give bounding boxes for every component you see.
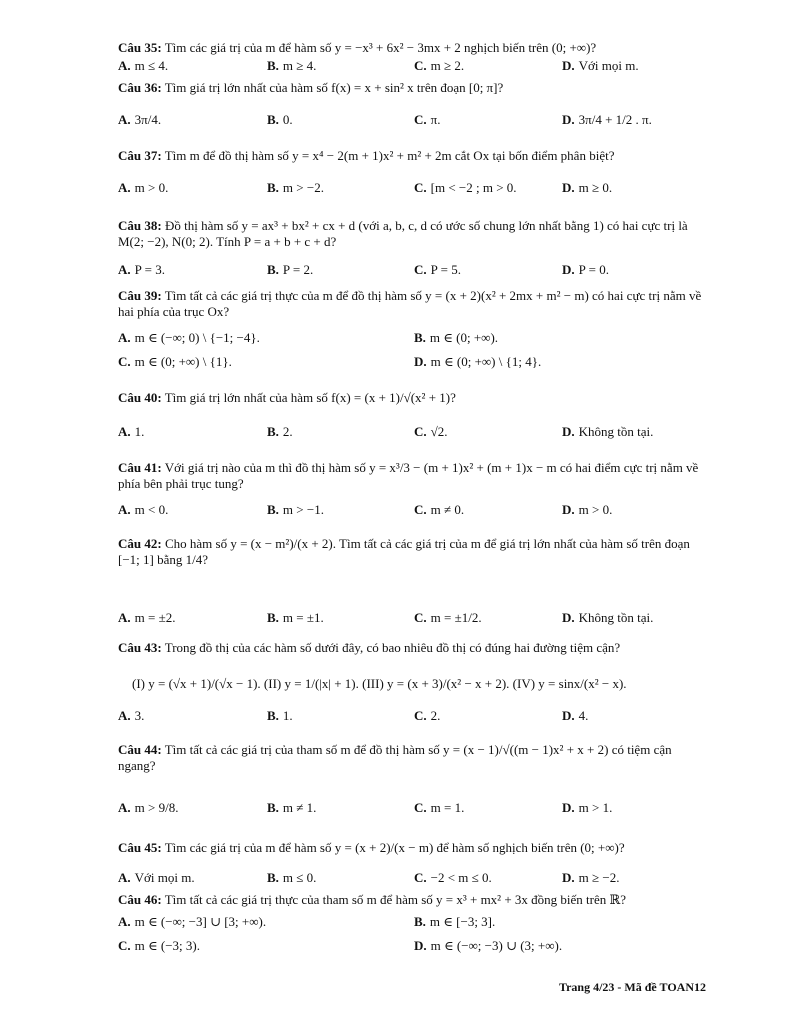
option-c[interactable]: C. π. <box>414 112 441 127</box>
option-a[interactable]: A. 1. <box>118 424 145 439</box>
question-label: Câu 45: <box>118 840 162 855</box>
options-44 <box>118 800 708 818</box>
question-label: Câu 43: <box>118 640 162 655</box>
question-label: Câu 38: <box>118 218 162 233</box>
question-label: Câu 37: <box>118 148 162 163</box>
option-b[interactable]: B. m > −1. <box>267 502 324 517</box>
option-b[interactable]: B. m ≤ 0. <box>267 870 317 885</box>
option-b[interactable]: B. m = ±1. <box>267 610 324 625</box>
option-a[interactable]: A. m < 0. <box>118 502 169 517</box>
question-36 <box>118 80 708 96</box>
options-46-row1 <box>118 914 708 932</box>
options-42 <box>118 610 708 628</box>
option-d[interactable]: D. Không tồn tại. <box>562 610 654 625</box>
question-42 <box>118 536 708 568</box>
options-35 <box>118 58 708 76</box>
option-d[interactable]: D. m > 0. <box>562 502 613 517</box>
option-c[interactable]: C. m ≠ 0. <box>414 502 465 517</box>
option-c[interactable]: C. 2. <box>414 708 441 723</box>
option-c[interactable]: C. −2 < m ≤ 0. <box>414 870 492 885</box>
question-stem: Tìm tất cả các giá trị thực của m để đồ thị hàm số y = (x + 2)(x² + 2mx + m² − m) có hai cực trị nằm về hai phía của trục Ox? <box>118 288 702 319</box>
option-b[interactable]: B. m ∈ [−3; 3]. <box>414 914 496 929</box>
question-stem: Với giá trị nào của m thì đồ thị hàm số y = x³/3 − (m + 1)x² + (m + 1)x − m có hai điểm cực trị nằm về phía bên phải trục tung? <box>118 460 699 491</box>
question-35 <box>118 40 708 56</box>
question-label: Câu 46: <box>118 892 162 907</box>
question-label: Câu 36: <box>118 80 162 95</box>
question-label: Câu 42: <box>118 536 162 551</box>
option-a[interactable]: A. Với mọi m. <box>118 870 195 885</box>
option-d[interactable]: D. P = 0. <box>562 262 609 277</box>
option-c[interactable]: C. m = ±1/2. <box>414 610 482 625</box>
question-stem: Đồ thị hàm số y = ax³ + bx² + cx + d (với a, b, c, d có ước số chung lớn nhất bằng 1) có hai cực trị là M(2; −2), N(0; 2). Tính P = a + b + c + d? <box>118 218 688 249</box>
options-46-row2 <box>118 938 708 956</box>
question-43 <box>118 640 708 656</box>
question-46 <box>118 892 708 908</box>
option-a[interactable]: A. 3. <box>118 708 145 723</box>
option-c[interactable]: C. m ∈ (0; +∞) \ {1}. <box>118 354 232 369</box>
option-a[interactable]: A. m > 0. <box>118 180 169 195</box>
option-d[interactable]: D. 3π/4 + 1/2 . π. <box>562 112 652 127</box>
option-a[interactable]: A. m > 9/8. <box>118 800 179 815</box>
question-44 <box>118 742 708 774</box>
page-footer: Trang 4/23 - Mã đề TOAN12 <box>558 980 706 994</box>
question-stem: Tìm m để đồ thị hàm số y = x⁴ − 2(m + 1)x² + m² + 2m cắt Ox tại bốn điểm phân biệt? <box>164 148 615 163</box>
option-c[interactable]: C. m ≥ 2. <box>414 58 465 73</box>
options-40 <box>118 424 708 442</box>
option-b[interactable]: B. m ≥ 4. <box>267 58 317 73</box>
option-b[interactable]: B. P = 2. <box>267 262 314 277</box>
options-45 <box>118 870 708 888</box>
option-d[interactable]: D. m > 1. <box>562 800 613 815</box>
options-39-row2 <box>118 354 708 372</box>
option-a[interactable]: A. 3π/4. <box>118 112 162 127</box>
option-c[interactable]: C. P = 5. <box>414 262 461 277</box>
option-a[interactable]: A. m ≤ 4. <box>118 58 169 73</box>
option-b[interactable]: B. m ∈ (0; +∞). <box>414 330 499 345</box>
option-b[interactable]: B. 2. <box>267 424 293 439</box>
option-d[interactable]: D. 4. <box>562 708 589 723</box>
question-label: Câu 44: <box>118 742 162 757</box>
question-39 <box>118 288 708 320</box>
option-d[interactable]: D. m ∈ (−∞; −3) ∪ (3; +∞). <box>414 938 563 953</box>
question-43-functions: (I) y = (√x + 1)/(√x − 1). (II) y = 1/(|x| + 1). (III) y = (x + 3)/(x² − x + 2). (IV) y = sinx/(x² − x). <box>132 676 627 691</box>
question-stem: Tìm các giá trị của m để hàm số y = (x + 2)/(x − m) để hàm số nghịch biến trên (0; +∞)? <box>164 840 625 855</box>
option-a[interactable]: A. m ∈ (−∞; 0) \ {−1; −4}. <box>118 330 260 345</box>
question-40 <box>118 390 708 406</box>
options-43 <box>118 708 708 726</box>
option-b[interactable]: B. 0. <box>267 112 293 127</box>
question-45 <box>118 840 708 856</box>
question-stem: Tìm các giá trị của m để hàm số y = −x³ + 6x² − 3mx + 2 nghịch biến trên (0; +∞)? <box>164 40 597 55</box>
option-d[interactable]: D. Không tồn tại. <box>562 424 654 439</box>
question-38 <box>118 218 708 250</box>
option-b[interactable]: B. m > −2. <box>267 180 324 195</box>
option-a[interactable]: A. m ∈ (−∞; −3] ∪ [3; +∞). <box>118 914 267 929</box>
question-label: Câu 41: <box>118 460 162 475</box>
option-a[interactable]: A. m = ±2. <box>118 610 176 625</box>
option-c[interactable]: C. m ∈ (−3; 3). <box>118 938 200 953</box>
option-d[interactable]: D. Với mọi m. <box>562 58 639 73</box>
question-stem: Cho hàm số y = (x − m²)/(x + 2). Tìm tất cả các giá trị của m để giá trị lớn nhất của hàm số trên đoạn [−1; 1] bằng 1/4? <box>118 536 690 567</box>
option-d[interactable]: D. m ≥ −2. <box>562 870 620 885</box>
option-d[interactable]: D. m ∈ (0; +∞) \ {1; 4}. <box>414 354 542 369</box>
question-stem: Trong đồ thị của các hàm số dưới đây, có bao nhiêu đồ thị có đúng hai đường tiệm cận? <box>164 640 621 655</box>
option-a[interactable]: A. P = 3. <box>118 262 165 277</box>
options-38 <box>118 262 708 280</box>
question-label: Câu 35: <box>118 40 162 55</box>
question-stem: Tìm tất cả các giá trị thực của tham số m để hàm số y = x³ + mx² + 3x đồng biến trên ℝ? <box>164 892 627 907</box>
question-label: Câu 40: <box>118 390 162 405</box>
question-stem: Tìm giá trị lớn nhất của hàm số f(x) = x + sin² x trên đoạn [0; π]? <box>164 80 504 95</box>
question-37 <box>118 148 708 164</box>
options-37 <box>118 180 708 198</box>
option-c[interactable]: C. m = 1. <box>414 800 465 815</box>
option-c[interactable]: C. [m < −2 ; m > 0. <box>414 180 517 195</box>
options-39-row1 <box>118 330 708 348</box>
options-41 <box>118 502 708 520</box>
option-d[interactable]: D. m ≥ 0. <box>562 180 613 195</box>
question-stem: Tìm giá trị lớn nhất của hàm số f(x) = (x + 1)/√(x² + 1)? <box>164 390 456 405</box>
options-36 <box>118 112 708 130</box>
question-41 <box>118 460 708 492</box>
option-b[interactable]: B. m ≠ 1. <box>267 800 317 815</box>
option-c[interactable]: C. √2. <box>414 424 448 439</box>
question-stem: Tìm tất cả các giá trị của tham số m để đồ thị hàm số y = (x − 1)/√((m − 1)x² + x + 2) có tiệm cận ngang? <box>118 742 672 773</box>
question-label: Câu 39: <box>118 288 162 303</box>
option-b[interactable]: B. 1. <box>267 708 293 723</box>
